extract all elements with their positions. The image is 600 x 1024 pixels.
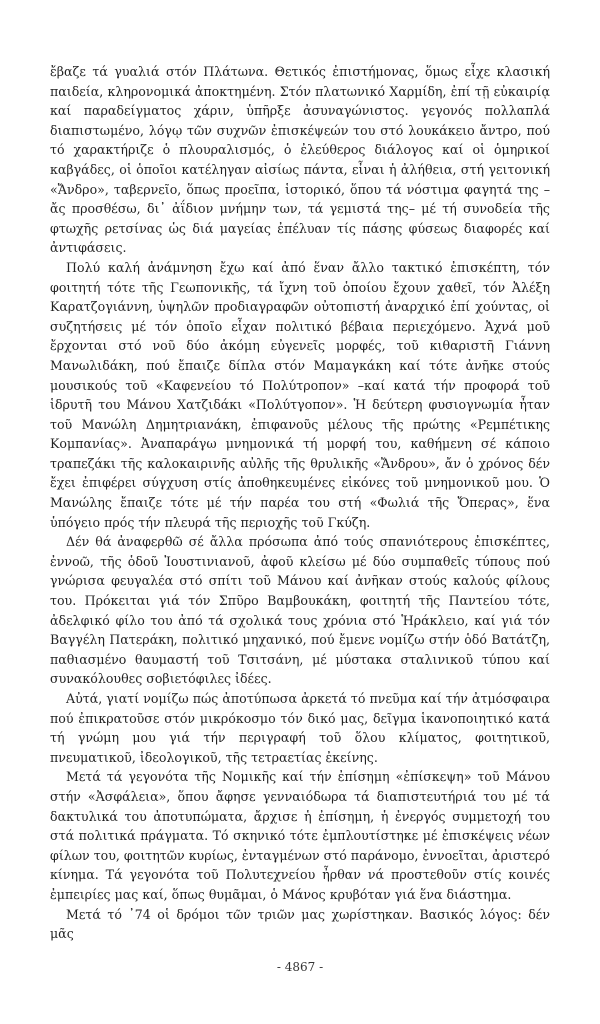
page-number: - 4867 - — [276, 960, 324, 974]
body-text — [50, 62, 550, 944]
paragraph-6: Μετά τό ᾽74 οἱ δρόμοι τῶν τριῶν μας χωρίστηκαν. Βασικός λόγος: δέν μᾶς — [50, 906, 550, 942]
paragraph-5: Μετά τά γεγονότα τῆς Νομικῆς καί τήν ἐπίσημη «ἐπίσκεψη» τοῦ Μάνου στήν «Ἀσφάλεια», ὅπου ἄφησε γενναιόδωρα τά διαπιστευτήριά του μέ τά δακτυλικά του ἀποτυπώματα, ἄρχισε ἡ ἐπίσημη, ἡ ἐνεργός συμμετοχή του στά πολιτικά πράγματα. Τό σκηνικό τότε ἐμπλουτίστηκε μέ ἐπισκέψεις νέων φίλων του, φοιτητῶν κυρίως, ἐνταγμένων στό παράνομο, ἐννοεῖται, ἀριστερό κίνημα. Τά γεγονότα τοῦ Πολυτεχνείου ἦρθαν νά προστεθοῦν στίς κοινές ἐμπειρίες μας καί, ὅπως θυμᾶμαι, ὁ Μάνος κρυβόταν γιά ἕνα διάστημα. — [50, 769, 550, 902]
paragraph-1: ἔβαζε τά γυαλιά στόν Πλάτωνα. Θετικός ἐπιστήμονας, ὅμως εἶχε κλασική παιδεία, κληρονομικά ἀποκτημένη. Στόν πλατωνικό Χαρμίδη, ἐπί τῇ εὐκαιρίᾳ καί παραδείγματος χάριν, ὑπῆρξε ἀσυναγώνιστος. γεγονός πολλαπλά διαπιστωμένο, λόγῳ τῶν συχνῶν ἐπισκέψεών του στό λουκάκειο ἄντρο, πού τό χαρακτήριζε ὁ πλουραλισμός, ὁ ἐλεύθερος διάλογος καί οἱ ὁμηρικοί καβγάδες, οἱ ὁποῖοι κατέληγαν αἰσίως πάντα, εἶναι ἡ ἀλήθεια, στή γειτονική «Ἄνδρο», ταβερνεῖο, ὅπως προεῖπα, ἱστορικό, ὅπου τά νόστιμα φαγητά της –ἄς προσθέσω, δι᾽ ἀΐδιον μνήμην των, τά γεμιστά της– μέ τή συνοδεία τῆς φτωχῆς ρετσίνας ὡς διά μαγείας ἐπέλυαν τίς πάσης φύσεως διαφορές καί ἀντιφάσεις. — [50, 64, 550, 256]
paragraph-3: Δέν θά ἀναφερθῶ σέ ἄλλα πρόσωπα ἀπό τούς σπανιότερους ἐπισκέπτες, ἐννοῶ, τῆς ὁδοῦ Ἰουστινιανοῦ, ἀφοῦ κλείσω μέ δύο συμπαθεῖς τύπους πού γνώρισα φευγαλέα στό σπίτι τοῦ Μάνου καί ἀνῆκαν στούς καλούς φίλους του. Πρόκειται γιά τόν Σπῦρο Βαμβουκάκη, φοιτητή τῆς Παντείου τότε, ἀδελφικό φίλο του ἀπό τά σχολικά τους χρόνια στό Ἡράκλειο, καί γιά τόν Βαγγέλη Πατεράκη, πολιτικό μηχανικό, πού ἔμενε νομίζω στήν ὁδό Βατάτζη, παθιασμένο θαυμαστή τοῦ Τσιτσάνη, μέ μύστακα σταλινικοῦ τύπου καί συνακόλουθες σοβιετόφιλες ἰδέες. — [50, 534, 550, 687]
paragraph-4: Αὐτά, γιατί νομίζω πώς ἀποτύπωσα ἀρκετά τό πνεῦμα καί τήν ἀτμόσφαιρα πού ἐπικρατοῦσε στόν μικρόκοσμο τόν δικό μας, δεῖγμα ἱκανοποιητικό κατά τή γνώμη μου γιά τήν περιγραφή τοῦ ὅλου κλίματος, φοιτητικοῦ, πνευματικοῦ, ἰδεολογικοῦ, τῆς τετραετίας ἐκείνης. — [50, 691, 550, 765]
paragraph-2: Πολύ καλή ἀνάμνηση ἔχω καί ἀπό ἕναν ἄλλο τακτικό ἐπισκέπτη, τόν φοιτητή τότε τῆς Γεωπονικῆς, τά ἴχνη τοῦ ὁποίου ἔχουν χαθεῖ, τόν Ἀλέξη Καρατζογιάννη, ὑψηλῶν προδιαγραφῶν οὐτοπιστή ἀναρχικό ἐπί χούντας, οἱ συζητήσεις μέ τόν ὁποῖο εἶχαν πολιτικό βέβαια περιεχόμενο. Ἀχνά μοῦ ἔρχονται στό νοῦ δύο ἀκόμη εὐγενεῖς μορφές, τοῦ κιθαριστῆ Γιάννη Μανωλιδάκη, πού ἔπαιζε δίπλα στόν Μαμαγκάκη καί τότε ἀνῆκε στούς μουσικούς τοῦ «Καφενείου τό Πολύτροπον» –καί κατά τήν προφορά τοῦ ἱδρυτῆ του Μάνου Χατζιδάκι «Πολύτγοπον». Ἡ δεύτερη φυσιογνωμία ἦταν τοῦ Μανώλη Δημητριανάκη, ἐπιφανοῦς μέλους τῆς πρώτης «Ρεμπέτικης Κομπανίας». Ἀναπαράγω μνημονικά τή μορφή του, καθήμενη σέ κάποιο τραπεζάκι τῆς καλοκαιρινῆς αὐλῆς τῆς θρυλικῆς «Ἄνδρου», ἄν ὁ χρόνος δέν ἔχει ἐπιφέρει σύγχυση στίς ἀποθηκευμένες εἰκόνες τοῦ μνημονικοῦ μου. Ὁ Μανώλης ἔπαιζε τότε μέ τήν παρέα του στή «Φωλιά τῆς Ὄπερας», ἕνα ὑπόγειο πρός τήν πλευρά τῆς περιοχῆς τοῦ Γκύζη. — [50, 259, 550, 530]
